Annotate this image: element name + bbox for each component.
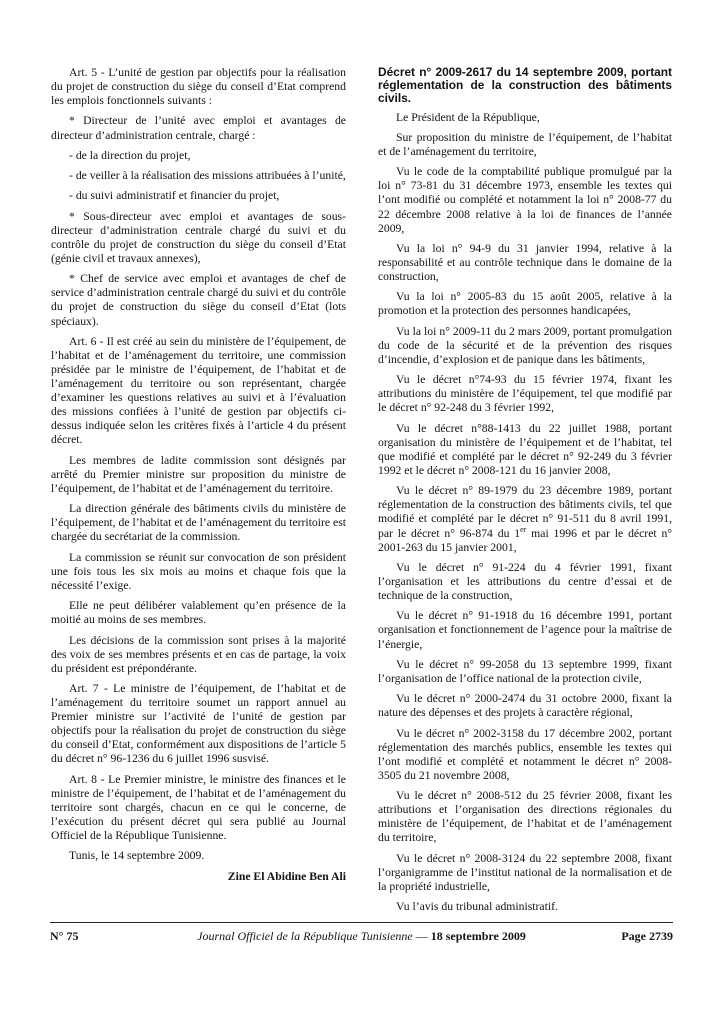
footer-divider: [50, 922, 673, 923]
issue-number: N° 75: [50, 929, 79, 943]
article-5-item-director: * Directeur de l’unité avec emploi et avantages de directeur d’administration centrale, chargé :: [51, 114, 346, 142]
article-5-task-missions: - de veiller à la réalisation des missions attribuées à l’unité,: [69, 169, 346, 183]
visa-decret-89-1979-end: mai 1996 et par le décret n° 2001-263 du 15 janvier 2001,: [378, 526, 672, 554]
article-6-meetings: La commission se réunit sur convocation de son président une fois tous les six mois au moins et chaque fois que la nécessité l’exige.: [51, 550, 346, 592]
journal-line: [50, 929, 673, 944]
visa-loi-2009-11: Vu la loi n° 2009-11 du 2 mars 2009, portant promulgation du code de la sécurité et de la prévention des risques d’incendie, d’explosion et de panique dans les bâtiments,: [378, 324, 672, 366]
page-footer: [50, 929, 673, 945]
visa-decret-89-1979-start: Vu le décret n° 89-1979 du 23 décembre 1989, portant réglementation de la construction des bâtiments civils, tel que modifié et complété par le décret n° 91-511 du 8 avril 1991, par le décret n° 96-874 du 1: [378, 484, 672, 540]
visa-decret-88-1413: Vu le décret n°88-1413 du 22 juillet 1988, portant organisation du ministère de l’équipement et de l’habitat, tel que modifié et complété par le décret n° 92-249 du 3 février 1992 et le décret n° 2008-121 du 16 janvier 2008,: [378, 421, 672, 477]
visa-decret-74-93: Vu le décret n°74-93 du 15 février 1974, fixant les attributions du ministère de l’équipement, tel que modifié par le décret n° 92-248 du 3 février 1992,: [378, 373, 672, 415]
visa-loi-94-9: Vu la loi n° 94-9 du 31 janvier 1994, relative à la responsabilité et au contrôle technique dans le domaine de la construction,: [378, 241, 672, 284]
superscript-er: er: [520, 524, 527, 534]
page-number: Page 2739: [621, 929, 673, 943]
article-6-decisions: Les décisions de la commission sont prises à la majorité des voix de ses membres présents et en cas de partage, la voix du président est prépondérante.: [51, 633, 346, 675]
article-5-task-direction: - de la direction du projet,: [69, 148, 191, 162]
article-8: Art. 8 - Le Premier ministre, le ministre des finances et le ministre de l’équipement, de l’habitat et de l’aménagement du territoire sont chargés, chacun en ce qui le concerne, de l’exécution du présent décret qui sera publié au Journal Officiel de la République Tunisienne.: [51, 772, 346, 843]
article-5-item-service-head: * Chef de service avec emploi et avantages de chef de service d’administration centrale chargé du suivi et du contrôle du projet de construction du siège du conseil d’Etat (lots spéciaux).: [51, 272, 346, 328]
article-6-members: Les membres de ladite commission sont désignés par arrêté du Premier ministre sur proposition du ministre de l’équipement, de l’habitat et de l’aménagement du territoire.: [51, 453, 346, 495]
issue-date: 18 septembre 2009: [430, 929, 526, 943]
visa-decret-2002-3158: Vu le décret n° 2002-3158 du 17 décembre 2002, portant réglementation des marchés publics, ensemble les textes qui l’ont modifié et complété et notamment le décret n° 2008-3505 du 21 novembre 2008,: [378, 726, 672, 782]
visa-decret-89-1979: [378, 484, 672, 554]
article-5: Art. 5 - L’unité de gestion par objectifs pour la réalisation du projet de construction du siège du conseil d’Etat comprend les emplois fonctionnels suivants :: [51, 66, 346, 108]
article-6-quorum: Elle ne peut délibérer valablement qu’en présence de la moitié au moins de ses membres.: [51, 599, 346, 627]
visa-decret-91-1918: Vu le décret n° 91-1918 du 16 décembre 1991, portant organisation et fonctionnement de l’agence pour la maîtrise de l’énergie,: [378, 609, 672, 651]
article-5-item-subdirector: * Sous-directeur avec emploi et avantages de sous-directeur d’administration centrale chargé du suivi et du contrôle du projet de construction du siège du conseil d’Etat (génie civil et travaux annexes),: [51, 209, 346, 265]
visa-decret-99-2058: Vu le décret n° 99-2058 du 13 septembre 1999, fixant l’organisation de l’office national de la protection civile,: [378, 657, 672, 685]
article-5-task-followup: - du suivi administratif et financier du projet,: [69, 189, 280, 203]
visa-decret-2008-3124: Vu le décret n° 2008-3124 du 22 septembre 2008, fixant l’organigramme de l’institut national de la normalisation et de la propriété industrielle,: [378, 851, 672, 893]
journal-dash: —: [412, 929, 431, 943]
visa-decret-91-224: Vu le décret n° 91-224 du 4 février 1991, fixant l’organisation et les attributions du centre d’essai et de technique de la construction,: [378, 560, 672, 603]
visa-code-comptabilite: Vu le code de la comptabilité publique promulgué par la loi n° 73-81 du 31 décembre 1973, ensemble les textes qui l’ont modifié ou complété et notamment la loi n° 2008-77 du 22 décembre 2008 relative à la loi de finances de l’année 2009,: [378, 165, 672, 235]
visa-tribunal-administratif: Vu l’avis du tribunal administratif.: [396, 900, 558, 914]
signature: Zine El Abidine Ben Ali: [227, 869, 346, 883]
journal-title: Journal Officiel de la République Tunisienne: [197, 929, 413, 943]
article-6-secretariat: La direction générale des bâtiments civils du ministère de l’équipement, de l’habitat et de l’aménagement du territoire est chargée du secrétariat de la commission.: [51, 502, 346, 544]
article-7: Art. 7 - Le ministre de l’équipement, de l’habitat et de l’aménagement du territoire soumet un rapport annuel au Premier ministre sur l’activité de l’unité de gestion par objectifs pour la réalisation du projet de construction du siège du conseil d’Etat, conformément aux dispositions de l’article 5 du décret n° 96-1236 du 6 juillet 1996 susvisé.: [51, 682, 346, 766]
visa-loi-2005-83: Vu la loi n° 2005-83 du 15 août 2005, relative à la promotion et la protection des personnes handicapées,: [378, 290, 672, 318]
preamble-proposal: Sur proposition du ministre de l’équipement, de l’habitat et de l’aménagement du territoire,: [378, 130, 672, 158]
preamble-president: Le Président de la République,: [396, 110, 540, 124]
decree-heading: Décret n° 2009-2617 du 14 septembre 2009, portant réglementation de la construction des bâtiments civils.: [378, 65, 672, 106]
place-date: Tunis, le 14 septembre 2009.: [69, 849, 205, 863]
visa-decret-2000-2474: Vu le décret n° 2000-2474 du 31 octobre 2000, fixant la nature des dépenses et des projets à caractère régional,: [378, 692, 672, 720]
visa-decret-2008-512: Vu le décret n° 2008-512 du 25 février 2008, fixant les attributions et l’organisation des directions régionales du ministère de l’équipement, de l’habitat et de l’aménagement du territoire,: [378, 789, 672, 845]
left-column: [51, 66, 346, 890]
article-6: Art. 6 - Il est créé au sein du ministère de l’équipement, de l’habitat et de l’aménagement du territoire, une commission présidée par le ministre de l’équipement, de l’habitat et de l’aménagement du territoire ou son représentant, chargée d’examiner les questions relatives au suivi et à l’évaluation des missions confiées à l’unité de gestion par objectifs ci-dessus indiquée selon les critères fixés à l’article 4 du présent décret.: [51, 334, 346, 447]
right-column: [378, 66, 672, 920]
